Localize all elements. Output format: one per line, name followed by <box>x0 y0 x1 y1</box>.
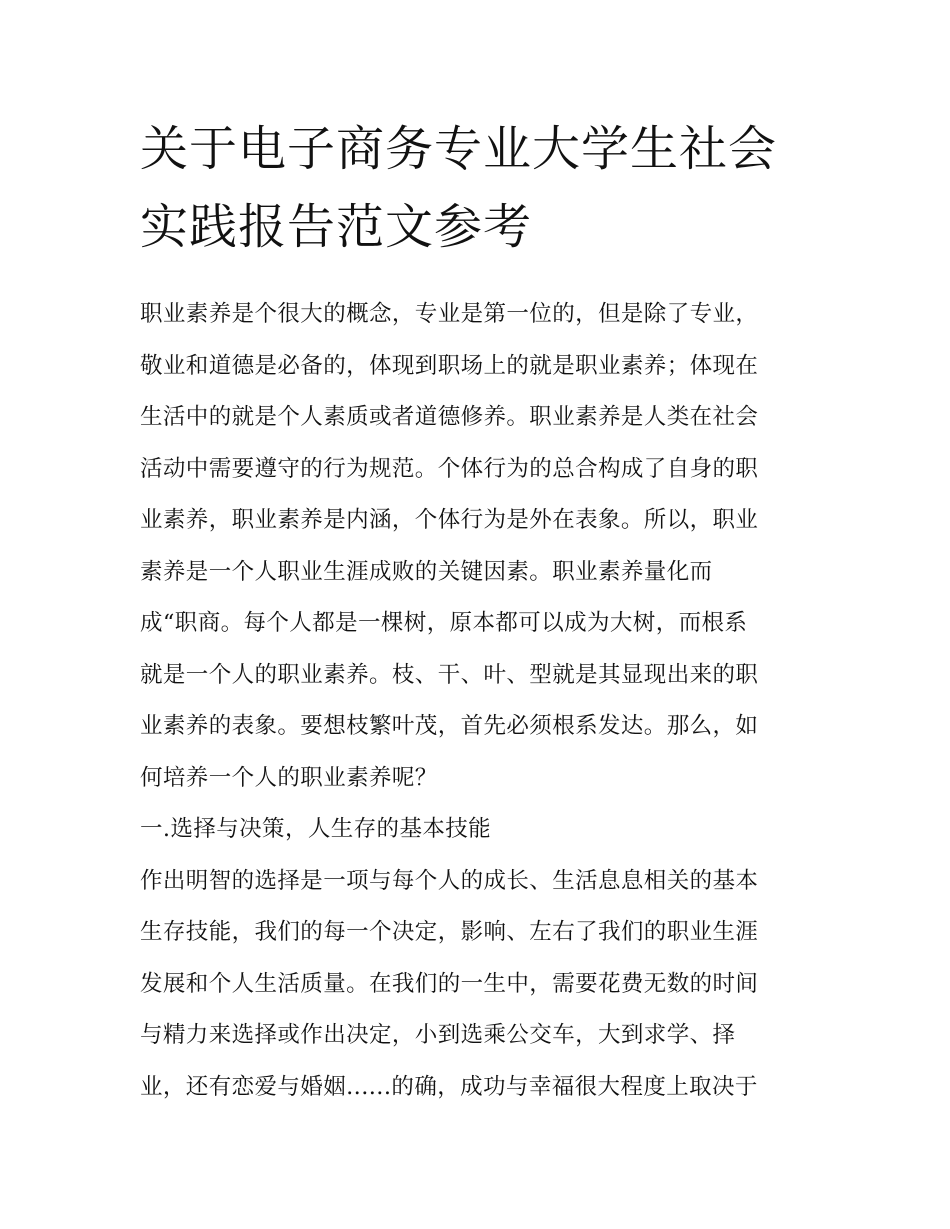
document-body <box>140 289 820 1113</box>
title-line: 关于电子商务专业大学生社会 <box>140 121 778 177</box>
body-line: 业，还有恋爱与婚姻......的确，成功与幸福很大程度上取决于 <box>140 1073 758 1100</box>
body-line: 素养是一个人职业生涯成败的关键因素。职业素养量化而 <box>140 558 713 585</box>
document-page <box>140 110 820 1113</box>
body-line: 作出明智的选择是一项与每个人的成长、生活息息相关的基本 <box>140 867 759 894</box>
body-line: 敬业和道德是必备的，体现到职场上的就是职业素养；体现在 <box>140 352 759 379</box>
body-line: 与精力来选择或作出决定，小到选乘公交车，大到求学、择 <box>140 1022 736 1048</box>
title-line: 实践报告范文参考 <box>140 199 533 255</box>
body-line: 生存技能，我们的每一个决定，影响、左右了我们的职业生涯 <box>140 919 759 945</box>
body-line: 业素养，职业素养是内涵，个体行为是外在表象。所以，职业 <box>140 507 759 533</box>
document-title <box>140 110 820 266</box>
body-line: 业素养的表象。要想枝繁叶茂，首先必须根系发达。那么，如 <box>140 713 759 739</box>
body-line: 活动中需要遵守的行为规范。个体行为的总合构成了自身的职 <box>140 455 759 482</box>
section-heading: 一.选择与决策，人生存的基本技能 <box>140 816 492 842</box>
body-line: 何培养一个人的职业素养呢？ <box>140 764 438 791</box>
body-line: 发展和个人生活质量。在我们的一生中，需要花费无数的时间 <box>140 970 759 997</box>
body-line: 生活中的就是个人素质或者道德修养。职业素养是人类在社会 <box>140 404 759 430</box>
body-line: 职业素养是个很大的概念，专业是第一位的，但是除了专业， <box>140 301 759 327</box>
body-line: 成“职商。每个人都是一棵树，原本都可以成为大树，而根系 <box>140 610 748 636</box>
body-line: 就是一个人的职业素养。枝、干、叶、型就是其显现出来的职 <box>140 661 759 688</box>
